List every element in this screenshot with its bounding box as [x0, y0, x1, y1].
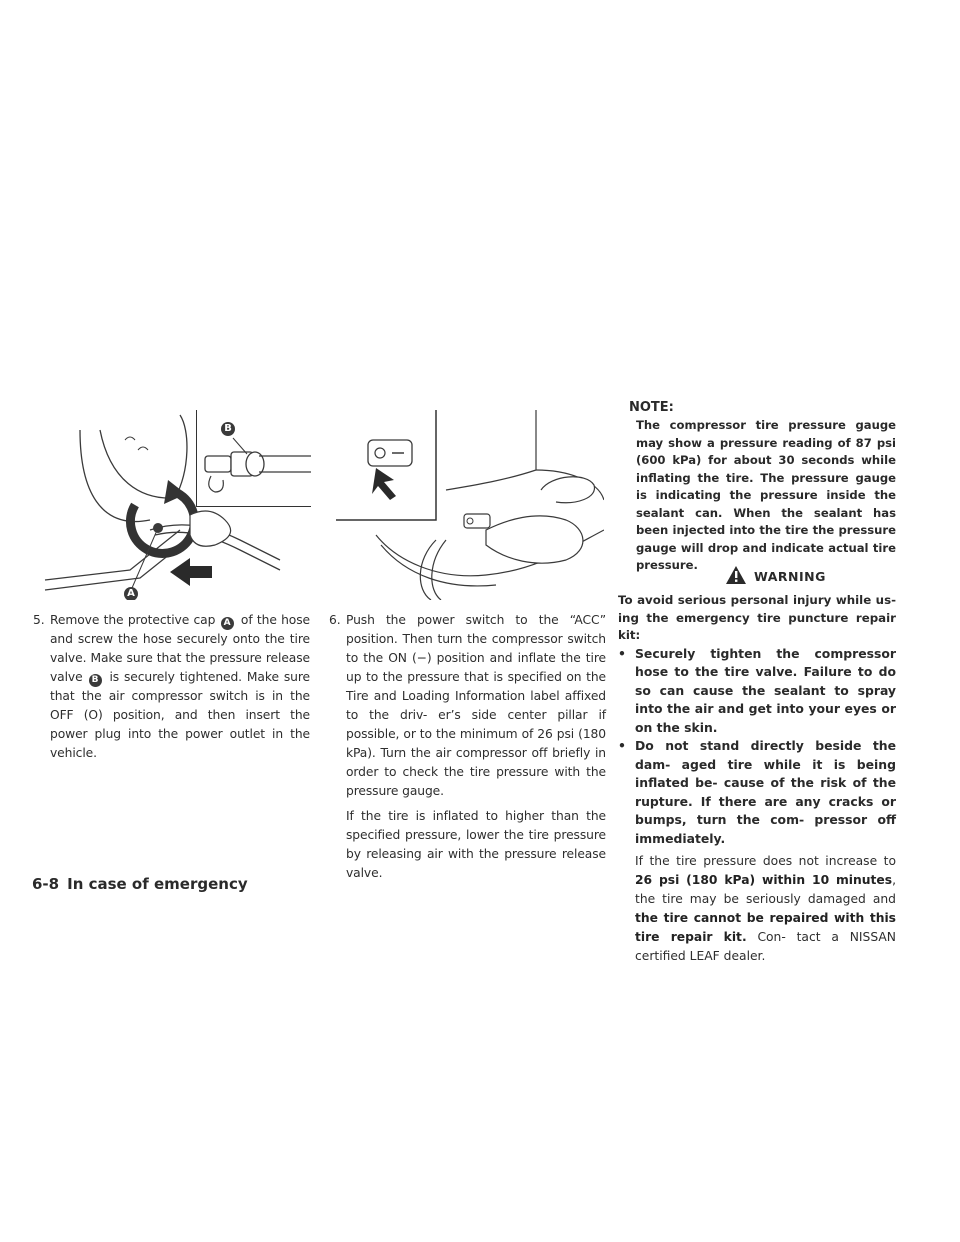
final-text-2: , the tire may be seriously damaged and	[635, 873, 896, 906]
callout-b-text: B	[224, 423, 232, 434]
valve-inset-illustration	[197, 410, 311, 506]
step-5	[33, 611, 310, 763]
warning-bullet-2-text: Do not stand directly beside the dam- aged tire while it is being inflated be- cause of the risk of the rupture. If there are any cracks or bumps, turn the com- pressor off immediately.	[635, 738, 896, 846]
bullet-symbol: •	[618, 738, 626, 753]
step-6	[329, 611, 606, 883]
page-footer	[32, 875, 248, 893]
warning-bullet-1	[618, 645, 896, 738]
inline-callout-a: A	[221, 617, 234, 630]
warning-triangle-icon	[725, 565, 747, 585]
note-heading: NOTE:	[629, 400, 674, 415]
step-5-text-part3: is securely tightened. Make sure that the air compressor switch is in the OFF (O) position, and then insert the power plug into the power outlet in the vehicle.	[50, 670, 310, 760]
final-text-1: If the tire pressure does not increase to	[635, 854, 896, 868]
final-text-3: Con- tact a NISSAN certified LEAF dealer.	[635, 930, 896, 963]
warning-bullet-2	[618, 737, 896, 848]
step-5-number: 5.	[33, 613, 45, 627]
final-paragraph	[635, 852, 896, 966]
note-block	[626, 400, 896, 575]
callout-a-text: A	[127, 588, 135, 599]
step-6-text: Push the power switch to the “ACC” position. Then turn the compressor switch to the ON (−) position and inflate the tire up to the pressure that is specified on the Tire and Loading Information label affixed to the driv- er’s side center pillar if possible, or to the minimum of 26 psi (180 kPa). Turn the air compressor off briefly in order to check the tire pressure with the pressure gauge.	[346, 613, 606, 798]
step-6-number: 6.	[329, 613, 341, 627]
step-5-text	[50, 611, 310, 763]
step-6-followup: If the tire is inflated to higher than the specified pressure, lower the tire pressure by releasing air with the pressure release valve.	[346, 809, 606, 880]
callout-b-label	[221, 422, 235, 436]
section-title: In case of emergency	[67, 875, 248, 893]
warning-intro: To avoid serious personal injury while us- ing the emergency tire puncture repair kit:	[618, 593, 896, 642]
inline-callout-b: B	[89, 674, 102, 687]
final-bold-1: 26 psi (180 kPa) within 10 minutes	[635, 873, 893, 887]
callout-a-label	[124, 587, 138, 600]
figure-compressor-switch	[336, 410, 604, 600]
warning-bullet-1-text: Securely tighten the compressor hose to the tire valve. Failure to do so can cause the sealant to spray into the air and get into your eyes or on the skin.	[635, 645, 896, 735]
compressor-switch-illustration	[336, 410, 604, 600]
bullet-symbol: •	[618, 645, 626, 661]
step-5-text-part2: of the hose and screw the hose securely onto the tire valve. Make sure that the pressure release valve	[50, 613, 310, 684]
final-bold-2: the tire cannot be repaired with this tire repair kit.	[635, 911, 896, 944]
note-body: The compressor tire pressure gauge may show a pressure reading of 87 psi (600 kPa) for about 30 seconds while inflating the tire. The pressure gauge is indicating the pressure inside the sealant can. When the sealant has been injected into the tire the pressure gauge will drop and indicate actual tire pressure.	[636, 418, 896, 572]
warning-header	[618, 565, 896, 589]
page-number: 6-8	[32, 875, 60, 893]
warning-block	[618, 565, 896, 966]
figure-inset-valve	[196, 410, 311, 507]
warning-heading: WARNING	[754, 569, 826, 584]
step-5-text-part1: Remove the protective cap	[50, 613, 220, 627]
